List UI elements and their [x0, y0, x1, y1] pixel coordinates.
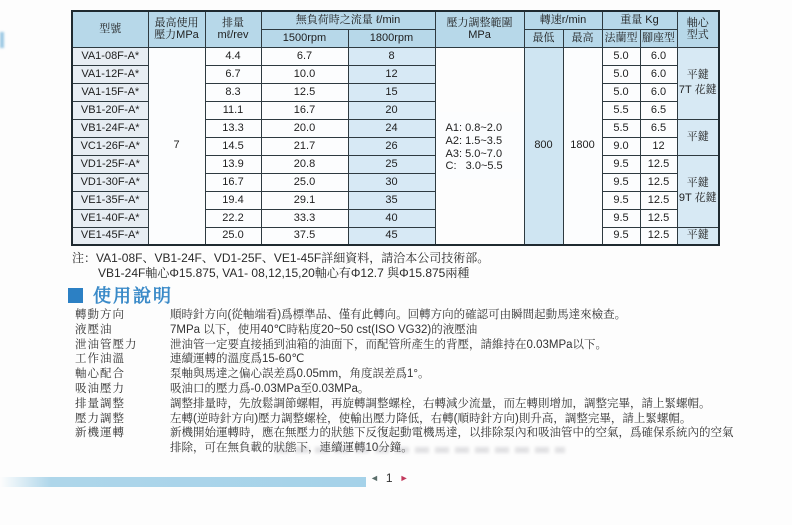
- weight-foot-cell: 12.5: [640, 227, 677, 245]
- speed-min-value: 800: [524, 47, 563, 245]
- flow-1800-cell: 8: [348, 47, 435, 65]
- header-shaft-type: [677, 11, 719, 47]
- model-cell: VE1-45F-A*: [72, 227, 148, 245]
- displacement-cell: 11.1: [205, 101, 261, 119]
- flow-1500-cell: 20.0: [261, 119, 348, 137]
- header-flow: 無負荷時之流量 ℓ/min: [261, 11, 435, 29]
- usage-section-title: 使用說明: [93, 286, 173, 306]
- weight-foot-cell: 6.5: [640, 101, 677, 119]
- model-cell: VE1-35F-A*: [72, 191, 148, 209]
- shaft-type-line: 平鍵: [686, 130, 709, 143]
- header-weight-foot: 腳座型: [640, 29, 677, 47]
- flow-1500-cell: 20.8: [261, 155, 348, 173]
- spec-table: [71, 10, 720, 246]
- header-pressure-range-line1: 壓力調整範圍: [446, 16, 513, 29]
- pressure-range-cell: [435, 47, 524, 245]
- weight-flange-cell: 9.0: [602, 137, 640, 155]
- model-cell: VE1-40F-A*: [72, 209, 148, 227]
- flow-1800-cell: 30: [348, 173, 435, 191]
- footer-accent-bar: [0, 477, 366, 487]
- displacement-cell: 19.4: [205, 191, 261, 209]
- usage-desc: 泄油管一定要直接插到油箱的油面下，而配管所產生的背壓，請維持在0.03MPa以下。: [170, 338, 608, 351]
- speed-max-value: 1800: [563, 47, 602, 245]
- footnote-line-2: VB1-24F軸心Φ15.875, VA1- 08,12,15,20軸心有Φ12.7 與Φ15.875兩種: [98, 266, 470, 280]
- displacement-cell: 22.2: [205, 209, 261, 227]
- header-displacement-line1: 排量: [222, 16, 244, 29]
- displacement-cell: 16.7: [205, 173, 261, 191]
- usage-term: 吸油壓力: [75, 382, 125, 395]
- displacement-cell: 13.9: [205, 155, 261, 173]
- header-speed-max: 最高: [563, 29, 602, 47]
- usage-desc: 泵軸與馬達之偏心誤差爲0.05mm，角度誤差爲1°。: [170, 368, 430, 381]
- weight-flange-cell: 5.5: [602, 101, 640, 119]
- header-max-pressure-line1: 最高使用: [154, 16, 199, 29]
- usage-desc: 順時針方向(從軸端看)爲標準品、僅有此轉向。回轉方向的確認可由瞬間起動馬達來檢查。: [170, 309, 627, 321]
- weight-foot-cell: 12.5: [640, 209, 677, 227]
- header-displacement-line2: mℓ/rev: [217, 29, 249, 42]
- displacement-cell: 8.3: [205, 83, 261, 101]
- usage-section-heading: [68, 282, 173, 308]
- model-cell: VA1-08F-A*: [72, 47, 148, 65]
- section-square-icon: [68, 288, 83, 303]
- usage-item: [75, 397, 735, 412]
- weight-foot-cell: 12.5: [640, 173, 677, 191]
- displacement-cell: 4.4: [205, 47, 261, 65]
- flow-1500-cell: 6.7: [261, 47, 348, 65]
- weight-foot-cell: 12.5: [640, 191, 677, 209]
- usage-item: [75, 338, 735, 353]
- flow-1800-cell: 24: [348, 119, 435, 137]
- page-navigation: [370, 471, 409, 485]
- model-cell: VA1-15F-A*: [72, 83, 148, 101]
- displacement-cell: 13.3: [205, 119, 261, 137]
- weight-foot-cell: 6.0: [640, 65, 677, 83]
- prev-page-arrow-icon[interactable]: ◄: [370, 473, 379, 483]
- flow-1800-cell: 45: [348, 227, 435, 245]
- header-shaft-line2: 型式: [686, 29, 709, 42]
- weight-flange-cell: 5.0: [602, 47, 640, 65]
- model-cell: VD1-25F-A*: [72, 155, 148, 173]
- shaft-type-group: [677, 227, 719, 245]
- shaft-type-group: [677, 119, 719, 155]
- model-cell: VA1-12F-A*: [72, 65, 148, 83]
- usage-desc: 新機開始運轉時，應在無壓力的狀態下反復起動電機馬達，以排除泵內和吸油管中的空氣，爲確保系統內的空氣排除，可在無負載的狀態下，連續運轉10分鐘。: [170, 427, 734, 455]
- weight-foot-cell: 6.0: [640, 47, 677, 65]
- flow-1500-cell: 29.1: [261, 191, 348, 209]
- weight-flange-cell: 9.5: [602, 209, 640, 227]
- usage-desc: 吸油口的壓力爲-0.03MPa至0.03MPa。: [170, 382, 370, 395]
- usage-term: 轉動方向: [75, 309, 125, 321]
- next-page-arrow-icon[interactable]: ►: [399, 473, 409, 483]
- footnote-line-1: 注：VA1-08F、VB1-24F、VD1-25F、VE1-45F詳細資料，請洽本公司技術部。: [72, 251, 490, 265]
- flow-1800-cell: 26: [348, 137, 435, 155]
- weight-flange-cell: 5.0: [602, 83, 640, 101]
- shaft-type-line: 平鍵: [686, 177, 709, 190]
- header-displacement: [205, 11, 261, 47]
- header-1500rpm: 1500rpm: [261, 29, 348, 47]
- page-number: 1: [385, 471, 393, 485]
- flow-1500-cell: 21.7: [261, 137, 348, 155]
- usage-desc: 左轉(逆時針方向)壓力調整螺栓，使輸出壓力降低，右轉(順時針方向)則升高，調整完畢，請上緊螺帽。: [170, 412, 692, 425]
- shaft-type-group: [677, 47, 719, 119]
- header-max-pressure: [148, 11, 205, 47]
- weight-foot-cell: 6.0: [640, 83, 677, 101]
- pump-spec-table: [71, 10, 720, 246]
- header-weight-flange: 法蘭型: [602, 29, 640, 47]
- usage-term: 工作油溫: [75, 353, 125, 366]
- flow-1800-cell: 12: [348, 65, 435, 83]
- flow-1800-cell: 35: [348, 191, 435, 209]
- flow-1800-cell: 25: [348, 155, 435, 173]
- weight-flange-cell: 9.5: [602, 191, 640, 209]
- header-shaft-line1: 軸心: [686, 16, 709, 29]
- weight-foot-cell: 12.5: [640, 155, 677, 173]
- usage-term: 排量調整: [75, 397, 125, 410]
- table-footnotes: [72, 251, 489, 281]
- header-weight: 重量 Kg: [602, 11, 677, 29]
- header-pressure-range: [435, 11, 524, 47]
- header-model: 型號: [72, 11, 148, 47]
- weight-flange-cell: 9.5: [602, 227, 640, 245]
- model-cell: VD1-30F-A*: [72, 173, 148, 191]
- header-1800rpm: 1800rpm: [348, 29, 435, 47]
- usage-term: 液壓油: [75, 323, 113, 336]
- usage-term: 軸心配合: [75, 368, 125, 381]
- usage-desc: 調整排量時，先放鬆調節螺帽，再旋轉調整螺栓，右轉減少流量，而左轉則增加，調整完畢，請上緊螺帽。: [170, 397, 711, 410]
- usage-item: [75, 352, 735, 367]
- print-showthrough-artifact: [275, 447, 565, 453]
- flow-1800-cell: 20: [348, 101, 435, 119]
- table-row: [72, 47, 719, 65]
- flow-1500-cell: 12.5: [261, 83, 348, 101]
- flow-1500-cell: 37.5: [261, 227, 348, 245]
- flow-1500-cell: 25.0: [261, 173, 348, 191]
- pressure-range-c: C: 3.0~5.5: [445, 160, 503, 173]
- shaft-type-line: 7T 花鍵: [678, 84, 717, 96]
- weight-flange-cell: 5.5: [602, 119, 640, 137]
- shaft-type-group: [677, 155, 719, 227]
- max-pressure-value: 7: [148, 47, 205, 245]
- usage-term: 泄油管壓力: [75, 338, 138, 351]
- displacement-cell: 14.5: [205, 137, 261, 155]
- weight-flange-cell: 9.5: [602, 155, 640, 173]
- shaft-type-line: 9T 花鍵: [678, 192, 717, 204]
- usage-term: 壓力調整: [75, 412, 125, 425]
- scan-edge-artifact: [0, 32, 4, 48]
- usage-desc: 7MPa 以下，使用40℃時粘度20~50 cst(ISO VG32)的液壓油: [170, 323, 478, 336]
- usage-instructions-list: [75, 308, 735, 456]
- usage-desc: 連續運轉的溫度爲15-60℃: [170, 353, 305, 366]
- flow-1500-cell: 33.3: [261, 209, 348, 227]
- displacement-cell: 25.0: [205, 227, 261, 245]
- weight-foot-cell: 12: [640, 137, 677, 155]
- model-cell: VB1-20F-A*: [72, 101, 148, 119]
- model-cell: VB1-24F-A*: [72, 119, 148, 137]
- pressure-range-a3: A3: 5.0~7.0: [445, 147, 503, 160]
- weight-flange-cell: 9.5: [602, 173, 640, 191]
- usage-item: [75, 308, 735, 323]
- pressure-range-a2: A2: 1.5~3.5: [445, 135, 503, 148]
- model-cell: VC1-26F-A*: [72, 137, 148, 155]
- flow-1500-cell: 10.0: [261, 65, 348, 83]
- usage-term: 新機運轉: [75, 427, 125, 440]
- shaft-type-line: 平鍵: [686, 69, 709, 82]
- usage-item: [75, 412, 735, 427]
- displacement-cell: 6.7: [205, 65, 261, 83]
- flow-1800-cell: 15: [348, 83, 435, 101]
- header-speed-min: 最低: [524, 29, 563, 47]
- header-max-pressure-line2: 壓力MPa: [154, 29, 199, 42]
- header-pressure-range-line2: MPa: [468, 29, 491, 42]
- weight-flange-cell: 5.0: [602, 65, 640, 83]
- flow-1500-cell: 16.7: [261, 101, 348, 119]
- usage-item: [75, 382, 735, 397]
- shaft-type-line: 平鍵: [686, 229, 709, 242]
- pressure-range-a1: A1: 0.8~2.0: [445, 122, 503, 135]
- weight-foot-cell: 6.5: [640, 119, 677, 137]
- usage-item: [75, 367, 735, 382]
- flow-1800-cell: 40: [348, 209, 435, 227]
- header-speed: 轉速r/min: [524, 11, 602, 29]
- usage-item: [75, 323, 735, 338]
